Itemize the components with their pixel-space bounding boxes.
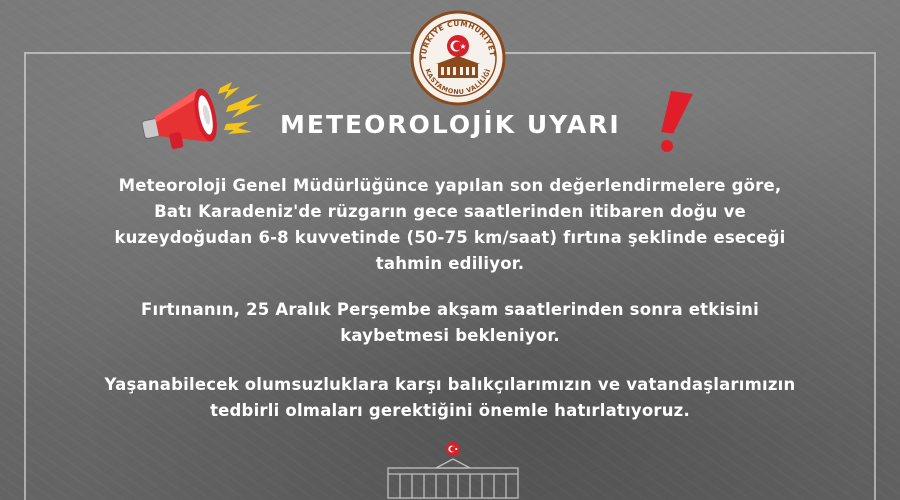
text-line: kaybetmesi bekleniyor. xyxy=(340,326,560,345)
title-row xyxy=(0,92,900,162)
seal-bottom-text: KASTAMONU VALİLİĞİ xyxy=(423,67,493,97)
exclamation-icon xyxy=(650,88,696,154)
text-line: Fırtınanın, 25 Aralık Perşembe akşam saatlerinden sonra etkisini xyxy=(141,300,759,319)
paragraph-forecast xyxy=(60,173,840,277)
flag-icon xyxy=(446,442,460,456)
text-line: tedbirli olmaları gerektiğini önemle hatırlatıyoruz. xyxy=(210,401,690,420)
text-line: kuzeydoğudan 6-8 kuvvetinde (50-75 km/saat) fırtına şeklinde eseceği xyxy=(114,228,786,247)
text-line: Meteoroloji Genel Müdürlüğünce yapılan son değerlendirmelere göre, xyxy=(118,176,782,195)
paragraph-warning xyxy=(60,372,840,424)
seal-top-text: TÜRKİYE CUMHURİYET xyxy=(418,18,498,61)
text-line: Batı Karadeniz'de rüzgarın gece saatlerinden itibaren doğu ve xyxy=(154,202,746,221)
building-icon xyxy=(378,440,528,500)
text-line: tahmin ediliyor. xyxy=(375,254,525,273)
page-title: METEOROLOJİK UYARI xyxy=(280,110,621,139)
text-line: Yaşanabilecek olumsuzluklara karşı balıkçılarımızın ve vatandaşlarımızın xyxy=(104,375,796,394)
paragraph-storm-end xyxy=(60,297,840,349)
